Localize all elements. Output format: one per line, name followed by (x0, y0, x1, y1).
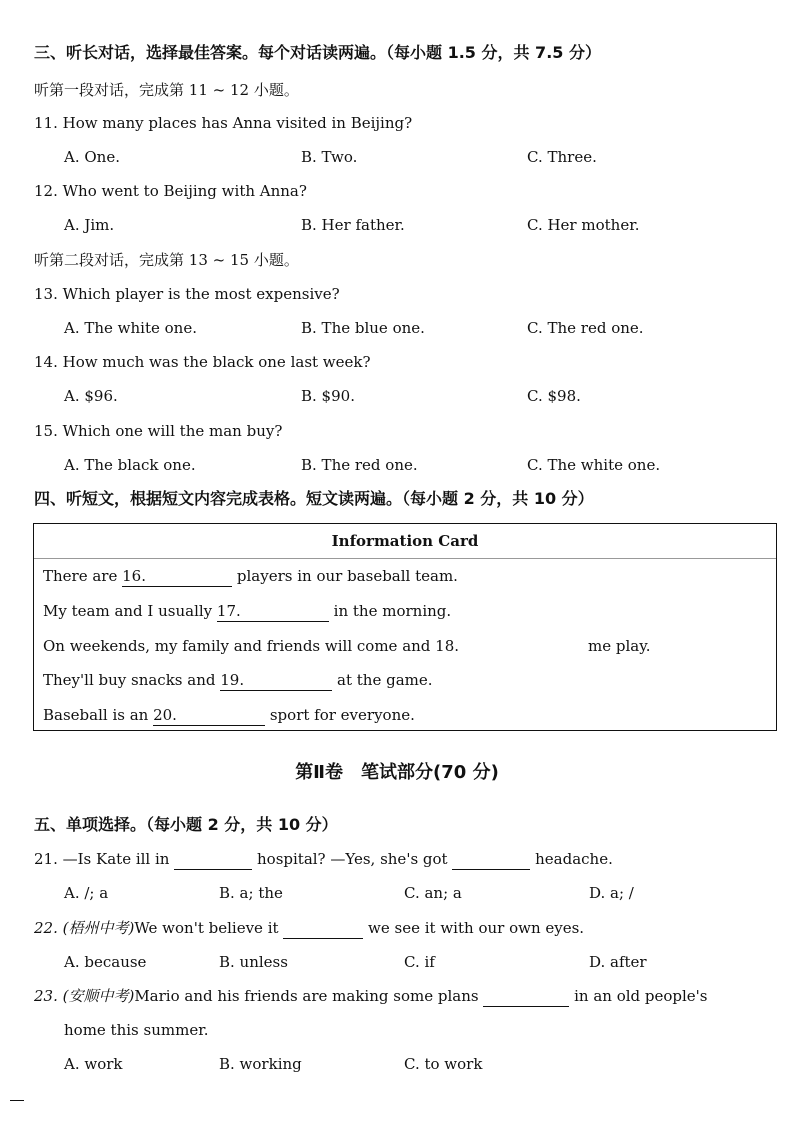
q21-option-d: D. a; / (589, 884, 634, 902)
card-text: me play. (588, 637, 651, 655)
q15-option-c: C. The white one. (527, 456, 661, 474)
q22-option-a: A. because (64, 953, 147, 971)
question-21 (34, 849, 613, 870)
question-23 (34, 986, 708, 1007)
q14-option-c: C. $98. (527, 387, 581, 405)
q12-option-c: C. Her mother. (527, 216, 640, 234)
answer-blank-16[interactable] (122, 566, 232, 587)
card-line-20 (43, 705, 415, 726)
q12-option-a: A. Jim. (64, 216, 115, 234)
question-text: hospital? —Yes, she's got (252, 850, 453, 868)
card-line-17 (43, 601, 451, 622)
q23-option-b: B. working (219, 1055, 302, 1073)
dialog1-instruction: 听第一段对话，完成第 11 ~ 12 小题。 (34, 81, 299, 99)
card-text: sport for everyone. (265, 706, 415, 724)
question-text: 21. —Is Kate ill in (34, 850, 175, 868)
question-text: in an old people's (569, 987, 708, 1005)
question-text: we see it with our own eyes. (363, 919, 585, 937)
q14-option-a: A. $96. (64, 387, 118, 405)
information-card (33, 523, 777, 731)
part2-title: 第Ⅱ卷 笔试部分(70 分) (295, 762, 499, 783)
answer-blank-17[interactable] (217, 601, 329, 622)
answer-blank-21b[interactable] (452, 849, 530, 870)
q23-option-a: A. work (64, 1055, 123, 1073)
answer-blank-21a[interactable] (174, 849, 252, 870)
blank-number: 20. (153, 706, 177, 724)
q12-option-b: B. Her father. (301, 216, 405, 234)
q11-option-b: B. Two. (301, 148, 358, 166)
question-22 (34, 918, 584, 939)
question-12: 12. Who went to Beijing with Anna? (34, 182, 307, 200)
exam-source: 23. (安顺中考) (34, 987, 135, 1005)
card-line-18 (43, 636, 459, 656)
q15-option-b: B. The red one. (301, 456, 418, 474)
section3-heading: 三、听长对话，选择最佳答案。每个对话读两遍。（每小题 1.5 分，共 7.5 分） (34, 43, 601, 62)
card-title: Information Card (34, 524, 776, 559)
q14-option-b: B. $90. (301, 387, 355, 405)
q23-option-c: C. to work (404, 1055, 483, 1073)
dialog2-instruction: 听第二段对话，完成第 13 ~ 15 小题。 (34, 251, 299, 269)
q13-option-a: A. The white one. (64, 319, 197, 337)
card-line-18-end (588, 636, 650, 656)
blank-number: 17. (216, 602, 241, 620)
q22-option-d: D. after (589, 953, 647, 971)
card-text: They'll buy snacks and (43, 671, 221, 689)
card-text: There are (43, 567, 123, 585)
exam-source: 22. (梧州中考) (34, 919, 135, 937)
card-text: My team and I usually (43, 602, 217, 620)
q21-option-a: A. /; a (64, 884, 109, 902)
q11-option-a: A. One. (64, 148, 120, 166)
answer-blank-20[interactable] (153, 705, 265, 726)
blank-number: 19. (220, 671, 245, 689)
q22-option-b: B. unless (219, 953, 288, 971)
card-text: at the game. (332, 671, 433, 689)
card-text: in the morning. (328, 602, 452, 620)
question-13: 13. Which player is the most expensive? (34, 285, 340, 303)
page-edge-mark (10, 1100, 24, 1101)
section4-heading: 四、听短文，根据短文内容完成表格。短文读两遍。（每小题 2 分，共 10 分） (34, 489, 594, 508)
section5-heading: 五、单项选择。（每小题 2 分，共 10 分） (34, 815, 338, 834)
q13-option-c: C. The red one. (527, 319, 644, 337)
q21-option-c: C. an; a (404, 884, 462, 902)
question-15: 15. Which one will the man buy? (34, 422, 283, 440)
answer-blank-23[interactable] (483, 986, 569, 1007)
card-line-19 (43, 670, 433, 691)
card-text: On weekends, my family and friends will come and 18. (43, 637, 460, 655)
answer-blank-22[interactable] (283, 918, 363, 939)
blank-number: 16. (122, 567, 146, 585)
question-text: We won't believe it (134, 919, 284, 937)
card-text: players in our baseball team. (232, 567, 458, 585)
question-text: headache. (530, 850, 613, 868)
question-23-continued: home this summer. (64, 1021, 209, 1039)
q22-option-c: C. if (404, 953, 435, 971)
card-text: Baseball is an (43, 706, 154, 724)
question-11: 11. How many places has Anna visited in Beijing? (34, 114, 413, 132)
question-text: Mario and his friends are making some plans (134, 987, 484, 1005)
q11-option-c: C. Three. (527, 148, 597, 166)
question-14: 14. How much was the black one last week? (34, 353, 371, 371)
q13-option-b: B. The blue one. (301, 319, 425, 337)
q21-option-b: B. a; the (219, 884, 283, 902)
card-line-16 (43, 566, 458, 587)
q15-option-a: A. The black one. (64, 456, 196, 474)
answer-blank-19[interactable] (220, 670, 332, 691)
